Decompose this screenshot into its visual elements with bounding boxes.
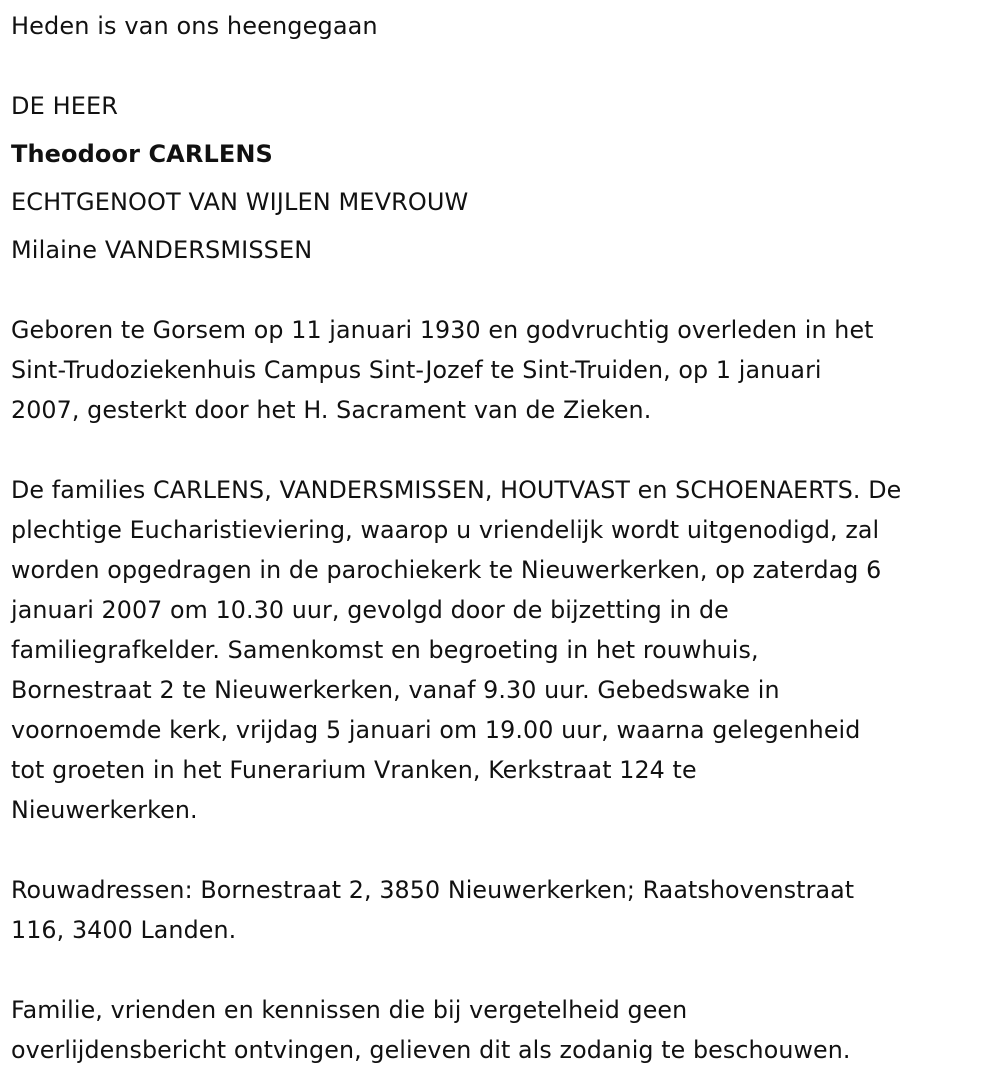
paragraph-line: tot groeten in het Funerarium Vranken, Kerkstraat 124 te [11, 756, 697, 784]
paragraph-line: Sint-Trudoziekenhuis Campus Sint-Jozef te Sint-Truiden, op 1 januari [11, 356, 822, 384]
paragraph-line: 2007, gesterkt door het H. Sacrament van de Zieken. [11, 396, 652, 424]
birth-death-paragraph [11, 310, 996, 430]
spouse-label: ECHTGENOOT VAN WIJLEN MEVROUW [11, 188, 469, 216]
paragraph-line: Rouwadressen: Bornestraat 2, 3850 Nieuwerkerken; Raatshovenstraat [11, 876, 855, 904]
paragraph-line: Nieuwerkerken. [11, 796, 198, 824]
paragraph-line: overlijdensbericht ontvingen, gelieven dit als zodanig te beschouwen. [11, 1036, 851, 1064]
paragraph-line: familiegrafkelder. Samenkomst en begroeting in het rouwhuis, [11, 636, 759, 664]
paragraph-line: worden opgedragen in de parochiekerk te Nieuwerkerken, op zaterdag 6 [11, 556, 882, 584]
paragraph-line: 116, 3400 Landen. [11, 916, 237, 944]
honorific-title: DE HEER [11, 92, 119, 120]
deceased-name: Theodoor CARLENS [11, 140, 273, 168]
paragraph-line: plechtige Eucharistieviering, waarop u vriendelijk wordt uitgenodigd, zal [11, 516, 880, 544]
paragraph-line: Familie, vrienden en kennissen die bij vergetelheid geen [11, 996, 688, 1024]
intro-line: Heden is van ons heengegaan [11, 12, 378, 40]
paragraph-line: Geboren te Gorsem op 11 januari 1930 en godvruchtig overleden in het [11, 316, 874, 344]
paragraph-line: Bornestraat 2 te Nieuwerkerken, vanaf 9.30 uur. Gebedswake in [11, 676, 780, 704]
spouse-name: Milaine VANDERSMISSEN [11, 236, 313, 264]
ceremony-paragraph [11, 470, 996, 830]
closing-paragraph [11, 990, 996, 1070]
paragraph-line: De families CARLENS, VANDERSMISSEN, HOUTVAST en SCHOENAERTS. De [11, 476, 902, 504]
addresses-paragraph [11, 870, 996, 950]
paragraph-line: voornoemde kerk, vrijdag 5 januari om 19.00 uur, waarna gelegenheid [11, 716, 861, 744]
paragraph-line: januari 2007 om 10.30 uur, gevolgd door de bijzetting in de [11, 596, 729, 624]
